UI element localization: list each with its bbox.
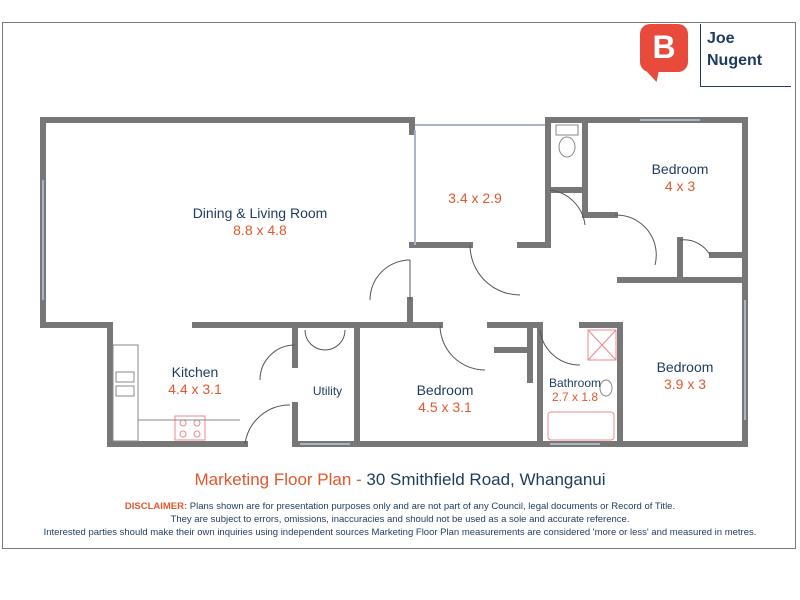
room-utility bbox=[300, 384, 355, 398]
disclaimer-line2: They are subject to errors, omissions, inaccuracies and should not be used as a sole and accurate reference. bbox=[170, 514, 630, 525]
room-dimensions: 3.9 x 3 bbox=[663, 375, 707, 392]
room-dimensions: 2.7 x 1.8 bbox=[551, 390, 599, 405]
disclaimer bbox=[20, 500, 780, 539]
room-bedroom-center bbox=[395, 382, 495, 416]
room-dimensions: 4.5 x 3.1 bbox=[418, 398, 472, 415]
room-name: Bedroom bbox=[656, 359, 714, 375]
room-dimensions: 4 x 3 bbox=[664, 177, 696, 194]
title-prefix: Marketing Floor Plan - bbox=[194, 470, 367, 489]
disclaimer-line1: Plans shown are for presentation purposes only and are not part of any Council, legal documents or Record of Title. bbox=[187, 501, 676, 512]
room-dining-living bbox=[150, 205, 370, 239]
room-bathroom bbox=[542, 376, 608, 405]
room-dimensions: 3.4 x 2.9 bbox=[448, 190, 502, 206]
room-dimensions: 8.8 x 4.8 bbox=[233, 221, 287, 238]
room-name: Dining & Living Room bbox=[192, 205, 328, 221]
room-name: Bedroom bbox=[416, 382, 474, 398]
room-bedroom-top-right bbox=[625, 161, 735, 195]
logo-letter: B bbox=[652, 29, 676, 65]
agent-name bbox=[707, 28, 762, 72]
disclaimer-line3: Interested parties should make their own inquiries using independent sources Marketing Floor Plan measurements are considered 'more or less' and measured in metres. bbox=[43, 527, 757, 538]
room-dimensions: 4.4 x 3.1 bbox=[168, 380, 222, 397]
agent-name-line1: Joe bbox=[707, 30, 735, 47]
room-name: Bedroom bbox=[651, 161, 709, 177]
room-kitchen bbox=[145, 364, 245, 398]
room-unnamed bbox=[425, 190, 525, 207]
room-bedroom-bottom-right bbox=[630, 359, 740, 393]
agent-name-line2: Nugent bbox=[707, 52, 763, 69]
title-address: 30 Smithfield Road, Whanganui bbox=[366, 470, 606, 489]
room-name: Utility bbox=[312, 384, 343, 398]
floor-plan-title bbox=[0, 470, 800, 490]
disclaimer-label: DISCLAIMER: bbox=[124, 501, 188, 512]
room-name: Bathroom bbox=[548, 376, 602, 390]
room-name: Kitchen bbox=[171, 364, 219, 380]
